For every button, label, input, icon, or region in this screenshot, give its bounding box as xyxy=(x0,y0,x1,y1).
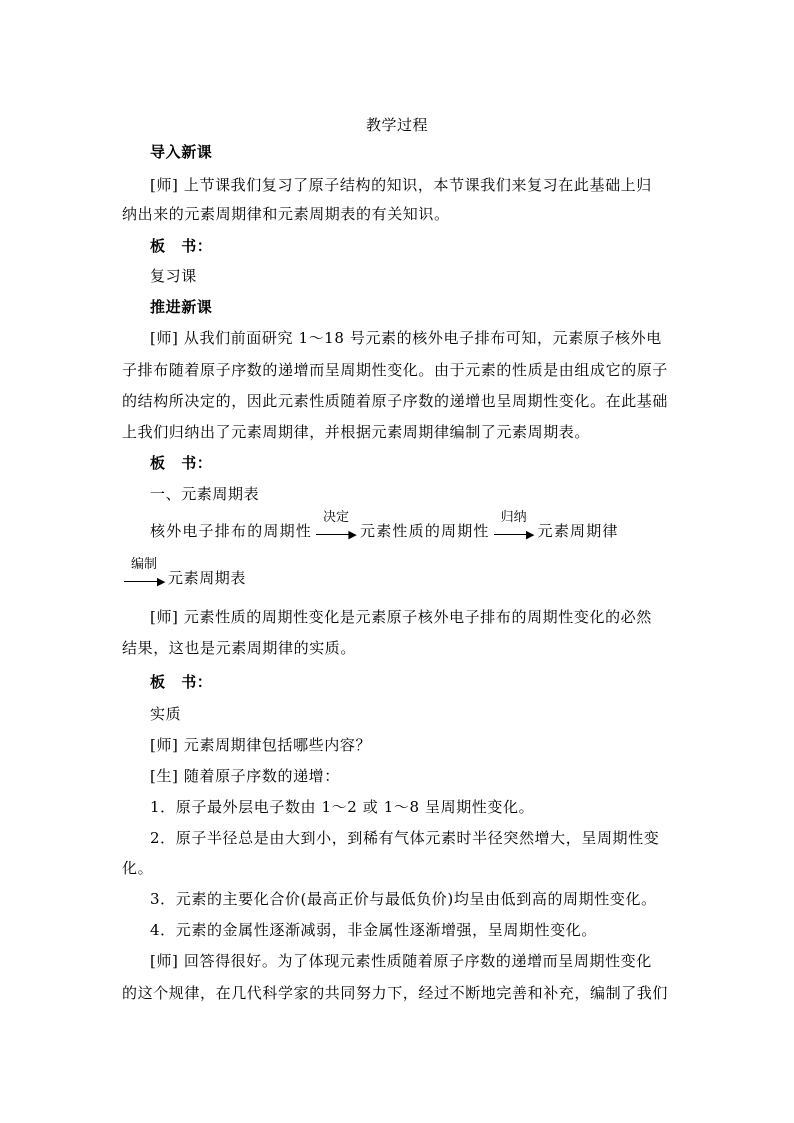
flow-term-a: 核外电子排布的周期性 xyxy=(150,522,313,540)
arrow-summarize xyxy=(492,510,536,541)
section-heading-new: 推进新课 xyxy=(150,298,213,316)
student-answer: [生] 随着原子序数的递增： xyxy=(150,767,340,785)
paragraph-line: [师] 从我们前面研究 1～18 号元素的核外电子排布可知，元素原子核外电 xyxy=(150,329,662,347)
page-title: 教学过程 xyxy=(365,116,428,134)
board-label: 板 书： xyxy=(150,673,213,691)
flow-line-2 xyxy=(122,557,247,588)
board-label: 板 书： xyxy=(150,237,213,255)
board-text: 实质 xyxy=(150,705,182,723)
paragraph-line: 的这个规律，在几代科学家的共同努力下，经过不断地完善和补充，编制了我们 xyxy=(122,984,669,1002)
flow-term-d: 元素周期表 xyxy=(168,569,247,587)
paragraph-line: [师] 回答得很好。为了体现元素性质随着原子序数的递增而呈周期性变化 xyxy=(150,952,652,970)
arrow-head-icon: ▶ xyxy=(348,528,359,541)
flow-line-1 xyxy=(150,510,619,541)
board-label: 板 书： xyxy=(150,454,213,472)
arrow-label: 归纳 xyxy=(500,510,527,525)
arrow-determine xyxy=(314,510,359,541)
arrow-shaft xyxy=(494,534,530,535)
arrow-shaft xyxy=(316,534,352,535)
paragraph-line: 的结构所决定的，因此元素性质随着原子序数的递增也呈周期性变化。在此基础 xyxy=(122,392,669,410)
arrow-shaft xyxy=(124,581,160,582)
arrow-label: 决定 xyxy=(323,510,350,525)
list-item: 1．原子最外层电子数由 1～2 或 1～8 呈周期性变化。 xyxy=(150,798,535,816)
section-one-heading: 一、元素周期表 xyxy=(150,485,260,503)
paragraph-line: 子排布随着原子序数的递增而呈周期性变化。由于元素的性质是由组成它的原子 xyxy=(122,361,669,379)
arrow-compile xyxy=(122,557,166,588)
arrow-label: 编制 xyxy=(130,557,157,572)
list-item-continuation: 化。 xyxy=(122,859,154,877)
arrow-head-icon: ▶ xyxy=(525,528,536,541)
paragraph-line: 纳出来的元素周期律和元素周期表的有关知识。 xyxy=(122,205,450,223)
paragraph-line: [师] 上节课我们复习了原子结构的知识，本节课我们来复习在此基础上归 xyxy=(150,176,652,194)
paragraph-line: [师] 元素性质的周期性变化是元素原子核外电子排布的周期性变化的必然 xyxy=(150,608,652,626)
teacher-question: [师] 元素周期律包括哪些内容？ xyxy=(150,736,372,754)
board-text: 复习课 xyxy=(150,267,197,285)
list-item: 3．元素的主要化合价(最高正价与最低负价)均呈由低到高的周期性变化。 xyxy=(150,890,657,908)
section-heading-intro: 导入新课 xyxy=(150,143,213,161)
flow-term-b: 元素性质的周期性 xyxy=(360,522,490,540)
paragraph-line: 结果，这也是元素周期律的实质。 xyxy=(122,639,357,657)
list-item: 4．元素的金属性逐渐减弱，非金属性逐渐增强，呈周期性变化。 xyxy=(150,921,597,939)
paragraph-line: 上我们归纳出了元素周期律，并根据元素周期律编制了元素周期表。 xyxy=(122,423,591,441)
arrow-head-icon: ▶ xyxy=(156,575,166,588)
flow-term-c: 元素周期律 xyxy=(537,522,619,540)
list-item: 2．原子半径总是由大到小，到稀有气体元素时半径突然增大，呈周期性变 xyxy=(150,829,660,847)
